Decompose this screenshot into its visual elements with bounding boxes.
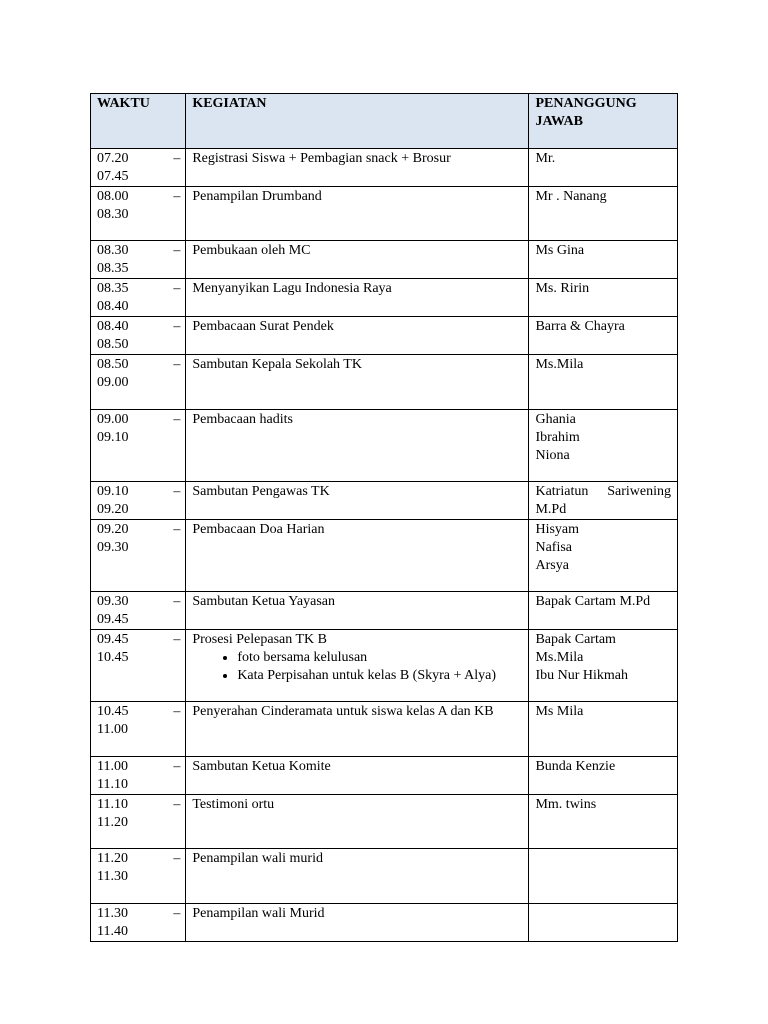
activity-sub-item: • foto bersama kelulusan (237, 649, 522, 667)
time-cell (91, 410, 186, 482)
table-row (91, 279, 678, 317)
activity-sub-item: • Kata Perpisahan untuk kelas B (Skyra + Alya) (237, 667, 522, 685)
pic-cell (529, 630, 678, 702)
time-end: 08.35 (97, 261, 129, 276)
time-start: 08.40 (97, 319, 129, 334)
activity-text: Testimoni ortu (192, 797, 275, 812)
table-row (91, 757, 678, 795)
time-dash: – (173, 281, 181, 296)
time-dash: – (173, 704, 181, 719)
time-cell (91, 757, 186, 795)
activity-cell (186, 149, 529, 187)
activity-text: Pembacaan Doa Harian (192, 522, 325, 537)
activity-text: Prosesi Pelepasan TK B (192, 632, 327, 647)
time-end: 11.10 (97, 777, 128, 792)
activity-cell (186, 410, 529, 482)
time-end: 09.45 (97, 612, 129, 627)
table-row (91, 241, 678, 279)
activity-cell (186, 317, 529, 355)
activity-cell (186, 795, 529, 849)
activity-text: Pembukaan oleh MC (192, 243, 311, 258)
time-start: 07.20 (97, 151, 129, 166)
pic-name: Arsya (535, 558, 569, 573)
table-row (91, 355, 678, 410)
time-start: 09.45 (97, 632, 129, 647)
time-start: 08.50 (97, 357, 129, 372)
time-end: 09.10 (97, 430, 129, 445)
activity-text: Sambutan Ketua Komite (192, 759, 331, 774)
schedule-body (91, 149, 678, 942)
time-cell (91, 702, 186, 757)
table-row (91, 410, 678, 482)
time-end: 11.00 (97, 722, 128, 737)
pic-cell (529, 149, 678, 187)
activity-text: Registrasi Siswa + Pembagian snack + Brosur (192, 151, 451, 166)
pic-cell (529, 849, 678, 904)
time-start: 08.30 (97, 243, 129, 258)
time-dash: – (173, 632, 181, 647)
pic-cell (529, 757, 678, 795)
pic-name: Nafisa (535, 540, 573, 555)
activity-cell (186, 849, 529, 904)
time-cell (91, 482, 186, 520)
pic-name: Mr . Nanang (535, 189, 607, 204)
pic-name: Mr. (535, 151, 556, 166)
time-end: 09.20 (97, 502, 129, 517)
pic-cell (529, 410, 678, 482)
time-cell (91, 520, 186, 592)
pic-name: Ms.Mila (535, 357, 584, 372)
table-row (91, 482, 678, 520)
time-end: 08.30 (97, 207, 129, 222)
pic-name: Hisyam (535, 522, 580, 537)
activity-cell (186, 187, 529, 241)
time-dash: – (173, 522, 181, 537)
pic-cell (529, 187, 678, 241)
activity-text: Penyerahan Cinderamata untuk siswa kelas A dan KB (192, 704, 494, 719)
time-end: 11.30 (97, 869, 128, 884)
pic-name: Mm. twins (535, 797, 597, 812)
pic-name: Niona (535, 448, 570, 463)
pic-cell (529, 355, 678, 410)
time-cell (91, 795, 186, 849)
activity-text: Pembacaan Surat Pendek (192, 319, 334, 334)
pic-cell (529, 482, 678, 520)
activity-text: Menyanyikan Lagu Indonesia Raya (192, 281, 392, 296)
pic-name: Katriatun Sariwening (535, 484, 671, 499)
pic-cell (529, 241, 678, 279)
time-cell (91, 355, 186, 410)
pic-cell (529, 592, 678, 630)
table-row (91, 904, 678, 942)
header-penanggung-jawab: PENANGGUNG JAWAB (529, 94, 678, 149)
time-dash: – (173, 484, 181, 499)
time-end: 09.30 (97, 540, 129, 555)
time-start: 09.00 (97, 412, 129, 427)
pic-name: Ibu Nur Hikmah (535, 668, 629, 683)
time-end: 11.40 (97, 924, 128, 939)
pic-cell (529, 702, 678, 757)
activity-text: Penampilan wali Murid (192, 906, 325, 921)
pic-name: Ibrahim (535, 430, 580, 445)
time-dash: – (173, 594, 181, 609)
time-cell (91, 187, 186, 241)
pic-name: Bunda Kenzie (535, 759, 616, 774)
time-end: 08.50 (97, 337, 129, 352)
time-start: 09.20 (97, 522, 129, 537)
pic-cell (529, 520, 678, 592)
time-start: 11.30 (97, 906, 128, 921)
time-dash: – (173, 906, 181, 921)
table-row (91, 849, 678, 904)
table-row (91, 592, 678, 630)
pic-cell (529, 904, 678, 942)
time-start: 08.00 (97, 189, 129, 204)
time-cell (91, 279, 186, 317)
table-row (91, 702, 678, 757)
time-cell (91, 849, 186, 904)
activity-text: Sambutan Ketua Yayasan (192, 594, 336, 609)
time-end: 09.00 (97, 375, 129, 390)
schedule-table (90, 93, 678, 942)
pic-name: Ms Gina (535, 243, 585, 258)
activity-cell (186, 904, 529, 942)
time-dash: – (173, 797, 181, 812)
activity-sub-list (192, 649, 522, 685)
pic-name: Ms.Mila (535, 650, 584, 665)
pic-name: Bapak Cartam M.Pd (535, 594, 651, 609)
table-row (91, 795, 678, 849)
activity-cell (186, 482, 529, 520)
activity-text: Sambutan Kepala Sekolah TK (192, 357, 362, 372)
time-cell (91, 241, 186, 279)
pic-name: M.Pd (535, 502, 567, 517)
time-dash: – (173, 851, 181, 866)
pic-name: Ms. Ririn (535, 281, 590, 296)
time-dash: – (173, 412, 181, 427)
time-cell (91, 317, 186, 355)
time-dash: – (173, 759, 181, 774)
activity-cell (186, 241, 529, 279)
time-end: 11.20 (97, 815, 128, 830)
time-cell (91, 149, 186, 187)
pic-name: Ghania (535, 412, 576, 427)
activity-cell (186, 520, 529, 592)
activity-cell (186, 757, 529, 795)
table-row (91, 630, 678, 702)
header-row (91, 94, 678, 149)
header-kegiatan: KEGIATAN (186, 94, 529, 149)
time-start: 11.10 (97, 797, 128, 812)
time-start: 10.45 (97, 704, 129, 719)
time-start: 09.30 (97, 594, 129, 609)
pic-name: Ms Mila (535, 704, 584, 719)
time-start: 09.10 (97, 484, 129, 499)
pic-name: Bapak Cartam (535, 632, 616, 647)
time-dash: – (173, 243, 181, 258)
time-dash: – (173, 357, 181, 372)
activity-text: Sambutan Pengawas TK (192, 484, 330, 499)
time-dash: – (173, 189, 181, 204)
activity-text: Penampilan Drumband (192, 189, 322, 204)
time-cell (91, 630, 186, 702)
table-row (91, 187, 678, 241)
activity-cell (186, 355, 529, 410)
time-start: 11.00 (97, 759, 128, 774)
time-start: 11.20 (97, 851, 128, 866)
time-cell (91, 592, 186, 630)
pic-cell (529, 279, 678, 317)
time-dash: – (173, 151, 181, 166)
table-row (91, 520, 678, 592)
header-waktu: WAKTU (91, 94, 186, 149)
activity-cell (186, 630, 529, 702)
activity-cell (186, 279, 529, 317)
time-dash: – (173, 319, 181, 334)
time-end: 08.40 (97, 299, 129, 314)
activity-cell (186, 592, 529, 630)
time-cell (91, 904, 186, 942)
time-end: 10.45 (97, 650, 129, 665)
pic-name: Barra & Chayra (535, 319, 625, 334)
pic-cell (529, 795, 678, 849)
activity-cell (186, 702, 529, 757)
activity-text: Pembacaan hadits (192, 412, 293, 427)
table-row (91, 149, 678, 187)
time-start: 08.35 (97, 281, 129, 296)
time-end: 07.45 (97, 169, 129, 184)
activity-text: Penampilan wali murid (192, 851, 323, 866)
pic-cell (529, 317, 678, 355)
table-row (91, 317, 678, 355)
